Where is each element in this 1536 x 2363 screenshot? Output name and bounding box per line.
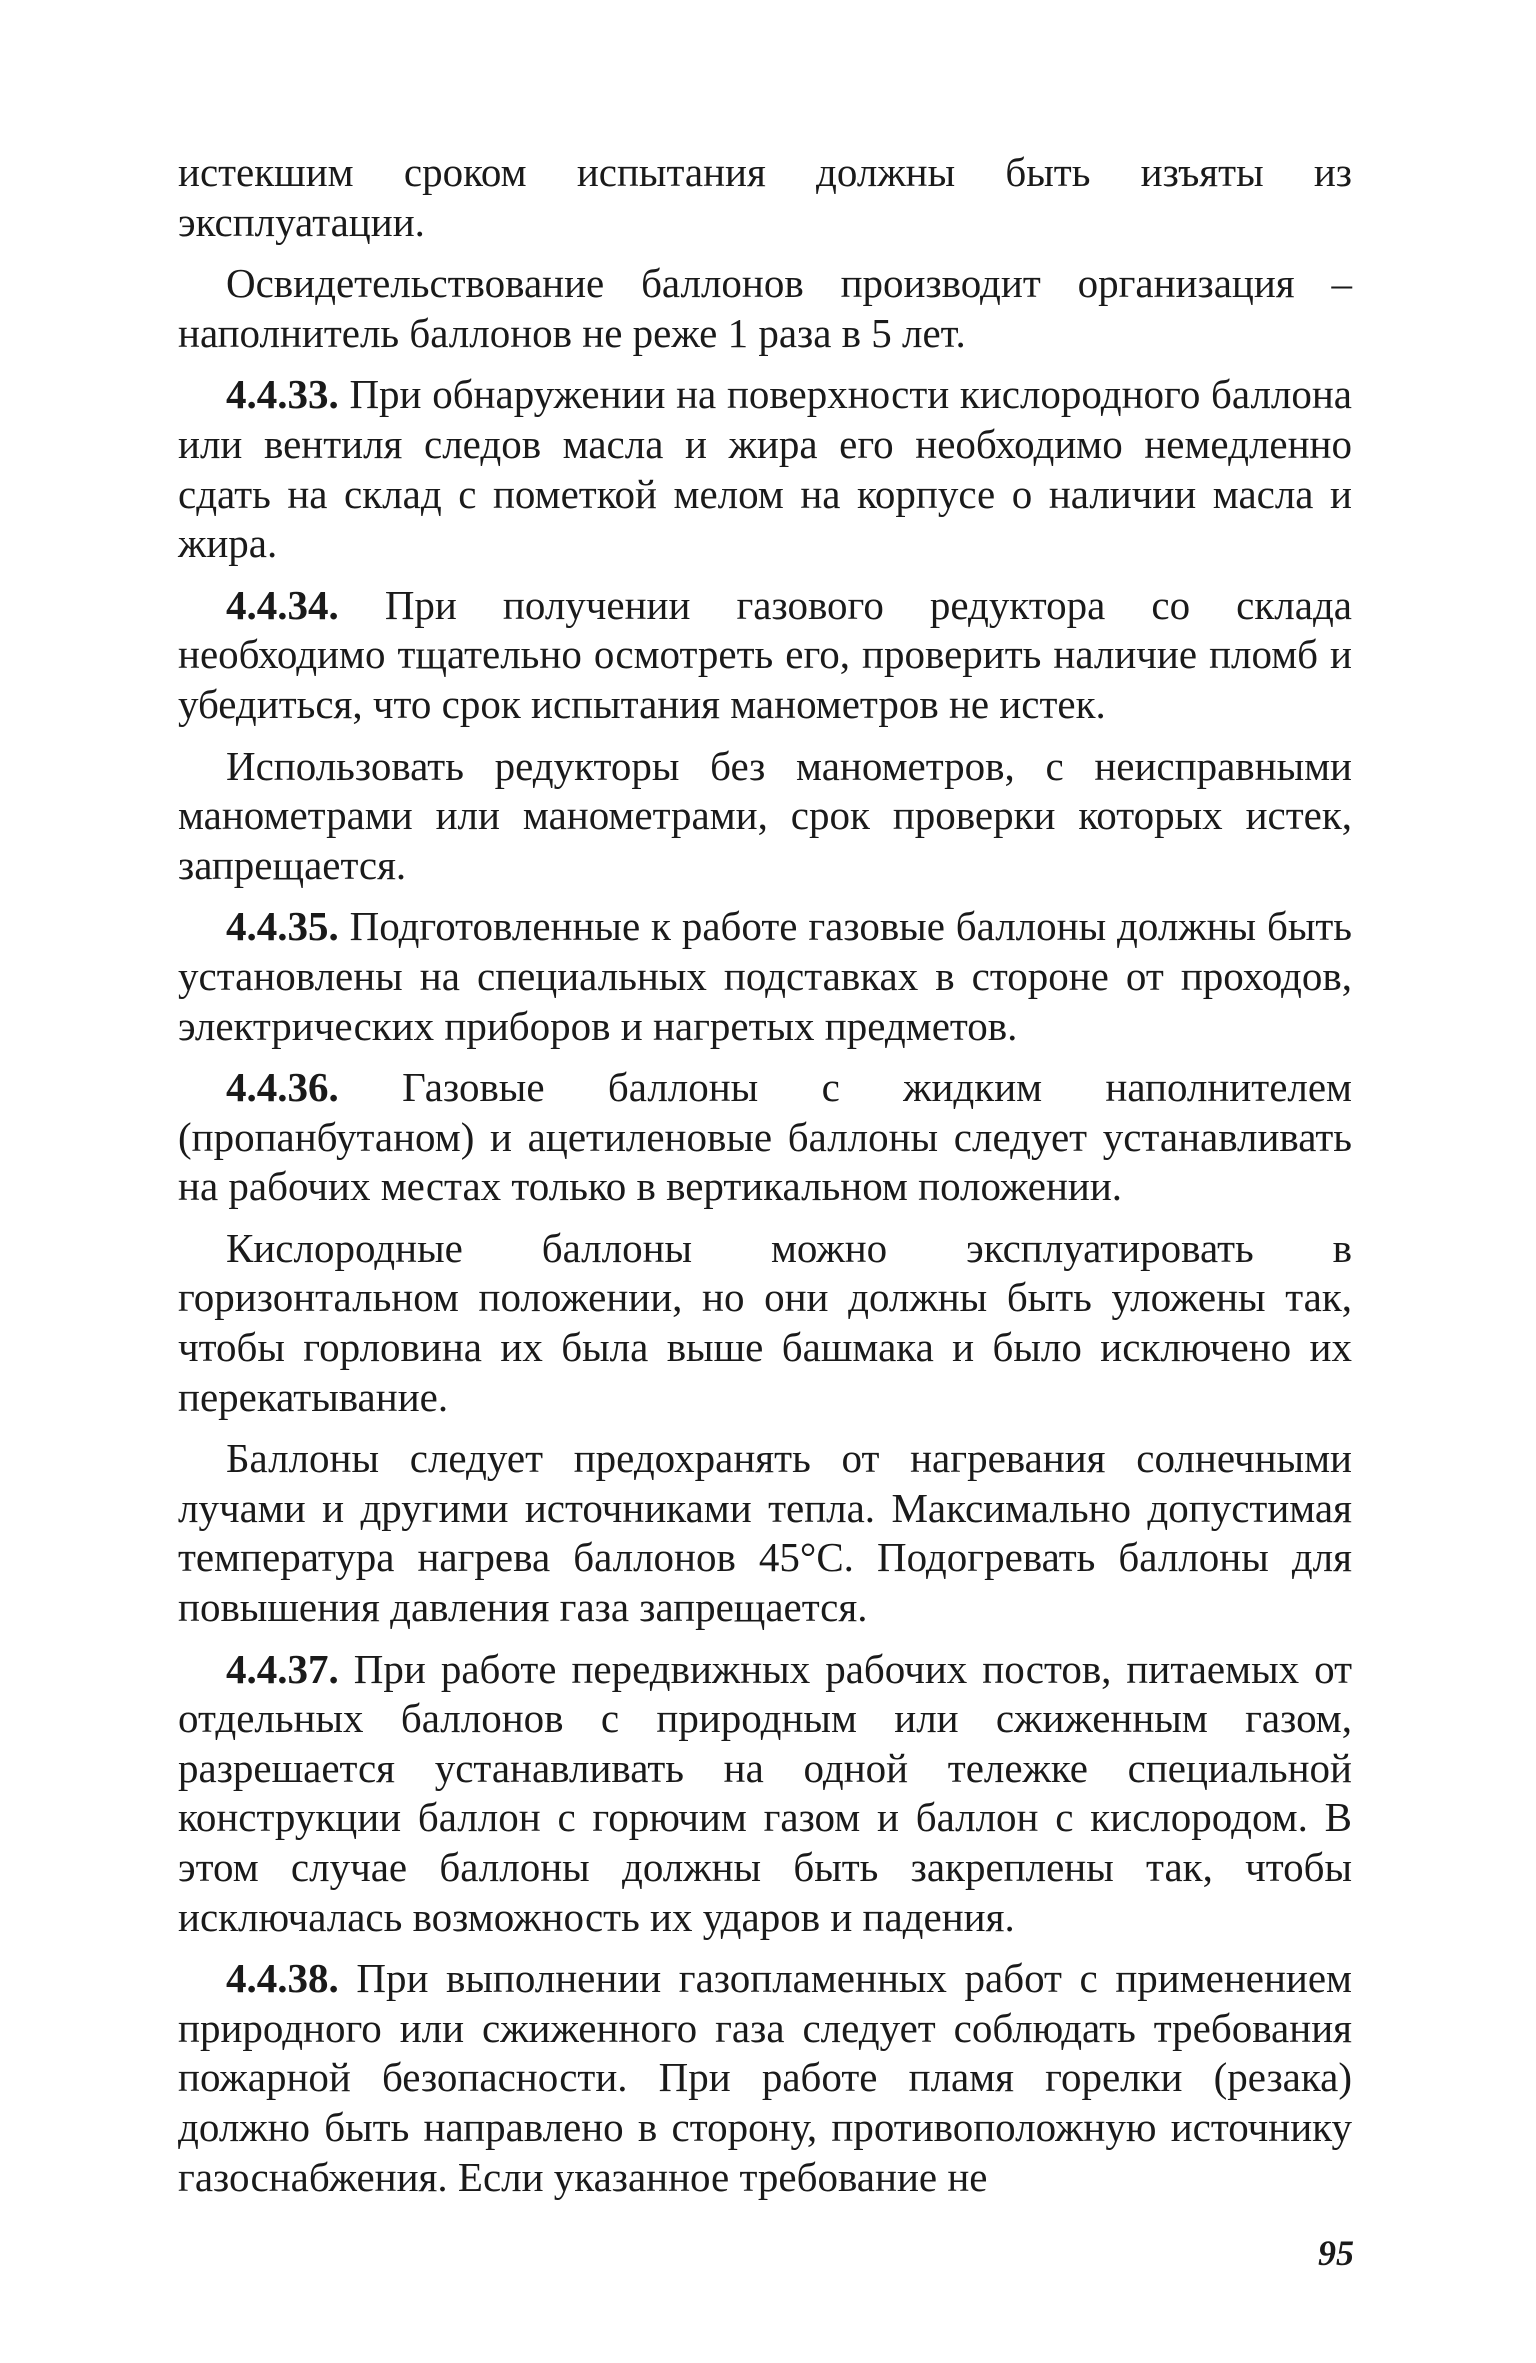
page-number: 95 xyxy=(1318,2233,1354,2273)
paragraph xyxy=(178,1063,1352,1212)
paragraph-text: Освидетельствование баллонов производит организация – наполнитель баллонов не реже 1 раза в 5 лет. xyxy=(178,260,1352,356)
paragraph xyxy=(178,370,1352,568)
section-number: 4.4.37. xyxy=(226,1645,339,1692)
paragraph-text: Подготовленные к работе газовые баллоны должны быть установлены на специальных подставках в стороне от проходов, электрических приборов и нагретых предметов. xyxy=(178,903,1352,1049)
paragraph xyxy=(178,581,1352,730)
paragraph-text: Баллоны следует предохранять от нагревания солнечными лучами и другими источниками тепла. Максимально допустимая температура нагрева баллонов 45°С. Подогревать баллоны для повышения давления газа запрещается. xyxy=(178,1435,1352,1631)
paragraph-text: При обнаружении на поверхности кислородного баллона или вентиля следов масла и жира его необходимо немедленно сдать на склад с пометкой мелом на корпусе о наличии масла и жира. xyxy=(178,371,1353,567)
paragraph-text: Кислородные баллоны можно эксплуатировать в горизонтальном положении, но они должны быть уложены так, чтобы горловина их была выше башмака и было исключено их перекатывание. xyxy=(178,1224,1352,1420)
paragraph-text: Газовые баллоны с жидким наполнителем (пропанбутаном) и ацетиленовые баллоны следует устанавливать на рабочих местах только в вертикальном положении. xyxy=(178,1064,1352,1210)
paragraph xyxy=(178,1645,1352,1943)
paragraph-text: Использовать редукторы без манометров, с неисправными манометрами или манометрами, срок проверки которых истек, запрещается. xyxy=(178,742,1352,888)
section-number: 4.4.36. xyxy=(226,1064,339,1111)
paragraph xyxy=(178,742,1352,891)
paragraph-text: При получении газового редуктора со склада необходимо тщательно осмотреть его, проверить наличие пломб и убедиться, что срок испытания манометров не истек. xyxy=(178,581,1352,727)
section-number: 4.4.33. xyxy=(226,371,339,418)
paragraph-text: При работе передвижных рабочих постов, питаемых от отдельных баллонов с природным или сжиженным газом, разрешается устанавливать на одной тележке специальной конструкции баллон с горючим газом и баллон с кислородом. В этом случае баллоны должны быть закреплены так, чтобы исключалась возможность их ударов и падения. xyxy=(178,1645,1353,1940)
page-text xyxy=(178,148,1352,2214)
paragraph xyxy=(178,902,1352,1051)
paragraph-text: При выполнении газопламенных работ с применением природного или сжиженного газа следует соблюдать требования пожарной безопасности. При работе пламя горелки (резака) должно быть направлено в сторону, противоположную источнику газоснабжения. Если указанное требование не xyxy=(178,1955,1353,2200)
section-number: 4.4.38. xyxy=(226,1955,339,2002)
paragraph-text: истекшим сроком испытания должны быть изъяты из эксплуатации. xyxy=(178,149,1352,245)
section-number: 4.4.35. xyxy=(226,903,339,950)
paragraph xyxy=(178,1224,1352,1422)
section-number: 4.4.34. xyxy=(226,581,339,628)
paragraph xyxy=(178,148,1352,247)
paragraph xyxy=(178,259,1352,358)
paragraph xyxy=(178,1954,1352,2202)
paragraph xyxy=(178,1434,1352,1632)
